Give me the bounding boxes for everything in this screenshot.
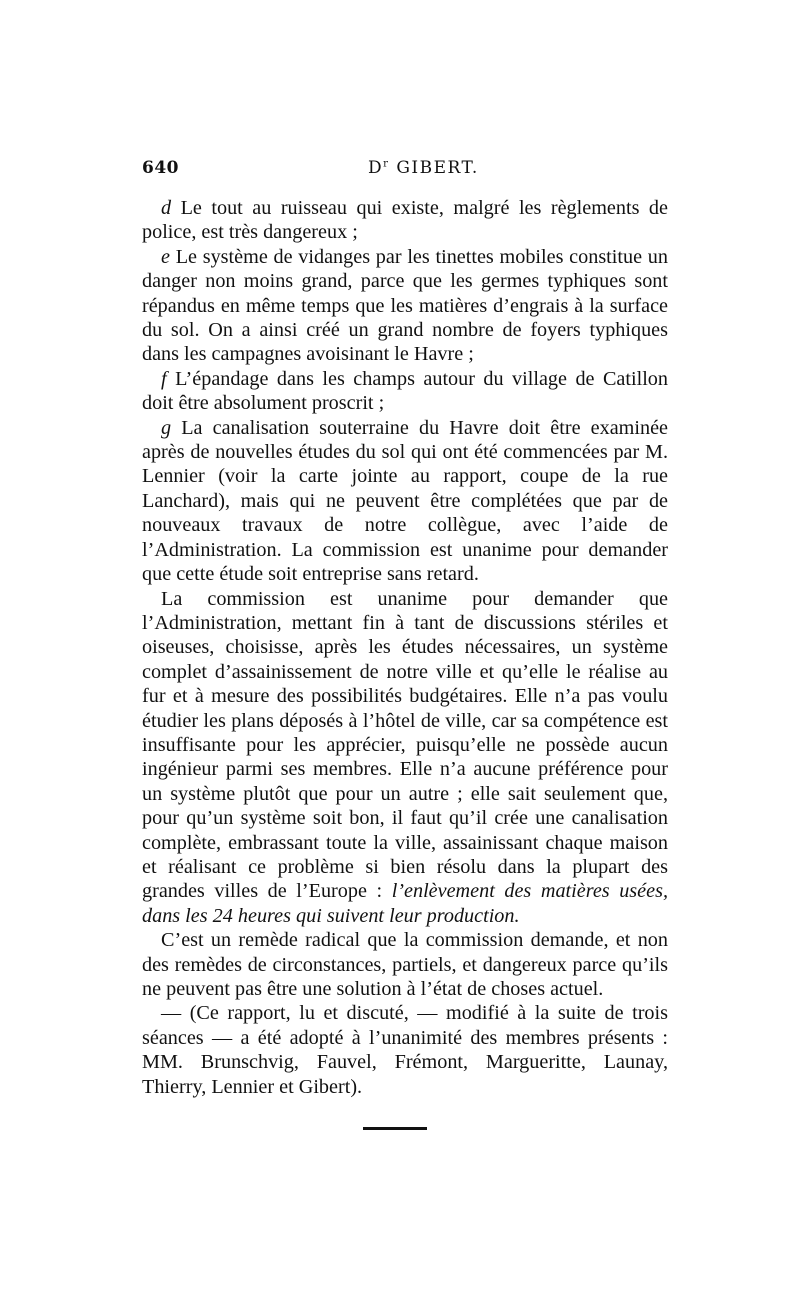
paragraph-g-text: La canalisation souterraine du Havre doit être examinée après de nouvelles études du sol qui ont été commencées par M. Lennier (voir la carte jointe au rapport, coupe de la rue Lanchard), mais qui ne peuvent être complétées que par de nouveaux travaux de notre collègue, avec l’aide de l’Administration. La commission est unanime pour demander que cette étude soit entreprise sans retard. bbox=[142, 416, 668, 586]
item-marker-e: e bbox=[161, 245, 170, 268]
paragraph-adoption bbox=[142, 1001, 668, 1099]
running-title bbox=[368, 158, 479, 178]
paragraph-d bbox=[142, 196, 668, 245]
paragraph-f bbox=[142, 367, 668, 416]
page-number: 640 bbox=[142, 158, 179, 178]
page-header bbox=[142, 158, 668, 186]
paragraph-remedy bbox=[142, 928, 668, 1001]
paragraph-f-text: L’épandage dans les champs autour du village de Catillon doit être absolument proscrit ; bbox=[142, 367, 668, 415]
paragraph-d-text: Le tout au ruisseau qui existe, malgré les règlements de police, est très dangereux ; bbox=[142, 197, 668, 244]
paragraph-commission-emphasis: l’enlèvement des matières usées, dans les 24 heures qui suivent leur production. bbox=[142, 880, 668, 927]
body-text bbox=[142, 196, 668, 1099]
paragraph-commission-text: La commission est unanime pour demander que l’Administration, mettant fin à tant de discussions stériles et oiseuses, choisisse, après les études nécessaires, un système complet d’assainissement de notre ville et qu’elle le réalise au fur et à mesure des possibilités budgétaires. Elle n’a pas voulu étudier les plans déposés à l’hôtel de ville, car sa compétence est insuffisante pour les apprécier, puisqu’elle ne possède aucun ingénieur parmi ses membres. Elle n’a aucune préférence pour un système plutôt que pour un autre ; elle sait seulement que, pour qu’un système soit bon, il faut qu’il crée une canalisation complète, embrassant toute la ville, assainissant chaque maison et réalisant ce problème si bien résolu dans la plupart des grandes villes de l’Europe : bbox=[142, 587, 668, 903]
paragraph-e-text: Le système de vidanges par les tinettes mobiles constitue un danger non moins grand, parce que les germes typhiques sont répandus en même temps que les matières d’engrais à la surface du sol. On a ainsi créé un grand nombre de foyers typhiques dans les campagnes avoisinant le Havre ; bbox=[142, 245, 668, 366]
item-marker-f: f bbox=[161, 367, 167, 390]
paragraph-adoption-text: — (Ce rapport, lu et discuté, — modifié à la suite de trois séances — a été adopté à l’unanimité des membres présents : MM. Brunschvig, Fauvel, Frémont, Margueritte, Launay, Thierry, Lennier et Gibert). bbox=[142, 1002, 668, 1098]
item-marker-d: d bbox=[161, 197, 172, 219]
paragraph-g bbox=[142, 416, 668, 587]
paragraph-commission bbox=[142, 587, 668, 929]
running-title-prefix: D bbox=[368, 158, 384, 178]
running-title-superscript: r bbox=[383, 158, 390, 170]
paragraph-e bbox=[142, 245, 668, 367]
item-marker-g: g bbox=[161, 416, 172, 439]
running-title-name: GIBERT. bbox=[389, 158, 479, 178]
end-rule bbox=[363, 1127, 427, 1130]
paragraph-remedy-text: C’est un remède radical que la commission demande, et non des remèdes de circonstances, partiels, et dangereux parce qu’ils ne peuvent pas être une solution à l’état de choses actuel. bbox=[142, 929, 668, 1000]
